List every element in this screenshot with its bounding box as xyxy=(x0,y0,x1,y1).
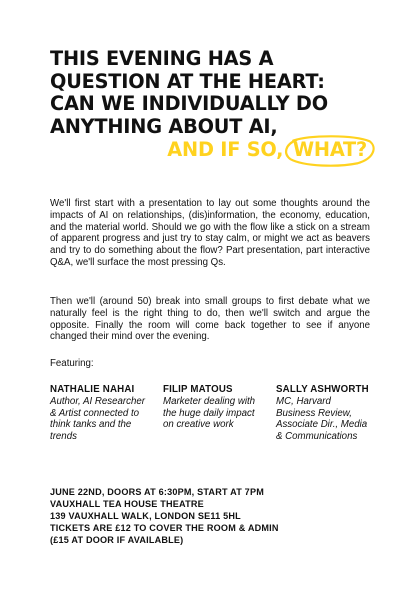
event-ticket-price: TICKETS ARE £12 TO COVER THE ROOM & ADMIN xyxy=(50,523,279,533)
speaker-name: FILIP MATOUS xyxy=(163,384,233,395)
headline-accent-circled-text: WHAT? xyxy=(292,138,367,161)
speaker-name: NATHALIE NAHAI xyxy=(50,384,135,395)
breakout-paragraph: Then we'll (around 50) break into small groups to first debate what we naturally feel is the right thing to do, then we'll switch and argue the opposite. Finally the room will come back together to see if anyone changed their mind over the evening. xyxy=(50,296,370,343)
headline xyxy=(50,48,370,162)
event-details xyxy=(50,486,370,546)
headline-accent-line xyxy=(50,139,370,162)
headline-line-2: QUESTION AT THE HEART: xyxy=(50,69,325,93)
event-date-time: JUNE 22ND, DOORS AT 6:30PM, START AT 7PM xyxy=(50,487,264,497)
headline-line-1: THIS EVENING HAS A xyxy=(50,47,274,70)
featuring-label: Featuring: xyxy=(50,358,94,369)
speaker-description: Marketer dealing with the huge daily impact on creative work xyxy=(163,395,256,431)
event-flyer xyxy=(50,47,370,545)
speaker-nathalie-nahai xyxy=(50,384,154,443)
event-address: 139 VAUXHALL WALK, LONDON SE11 5HL xyxy=(50,511,241,521)
event-door-price: (£15 AT DOOR IF AVAILABLE) xyxy=(50,535,184,545)
event-venue: VAUXHALL TEA HOUSE THEATRE xyxy=(50,499,204,509)
headline-accent-lead: AND IF SO, xyxy=(167,138,290,161)
headline-line-3: CAN WE INDIVIDUALLY DO xyxy=(50,92,328,115)
headline-accent-circled xyxy=(290,139,370,162)
speaker-description: Author, AI Researcher & Artist connected to think tanks and the trends xyxy=(50,395,145,443)
headline-line-4: ANYTHING ABOUT AI, xyxy=(50,114,278,138)
speaker-sally-ashworth xyxy=(276,384,372,443)
speaker-name: SALLY ASHWORTH xyxy=(276,384,369,395)
intro-paragraph: We'll first start with a presentation to lay out some thoughts around the impacts of AI on relationships, (dis)information, the economy, education, and the material world. Should we go with the flow like a stick on a stream of apparent progress and just try to stay calm, or might we act as beavers and try to do something about the flow? Part presentation, part interactive Q&A, we'll surface the most pressing Qs. xyxy=(50,198,370,268)
speaker-filip-matous xyxy=(163,384,267,431)
speaker-description: MC, Harvard Business Review, Associate Dir., Media & Communications xyxy=(276,395,368,443)
